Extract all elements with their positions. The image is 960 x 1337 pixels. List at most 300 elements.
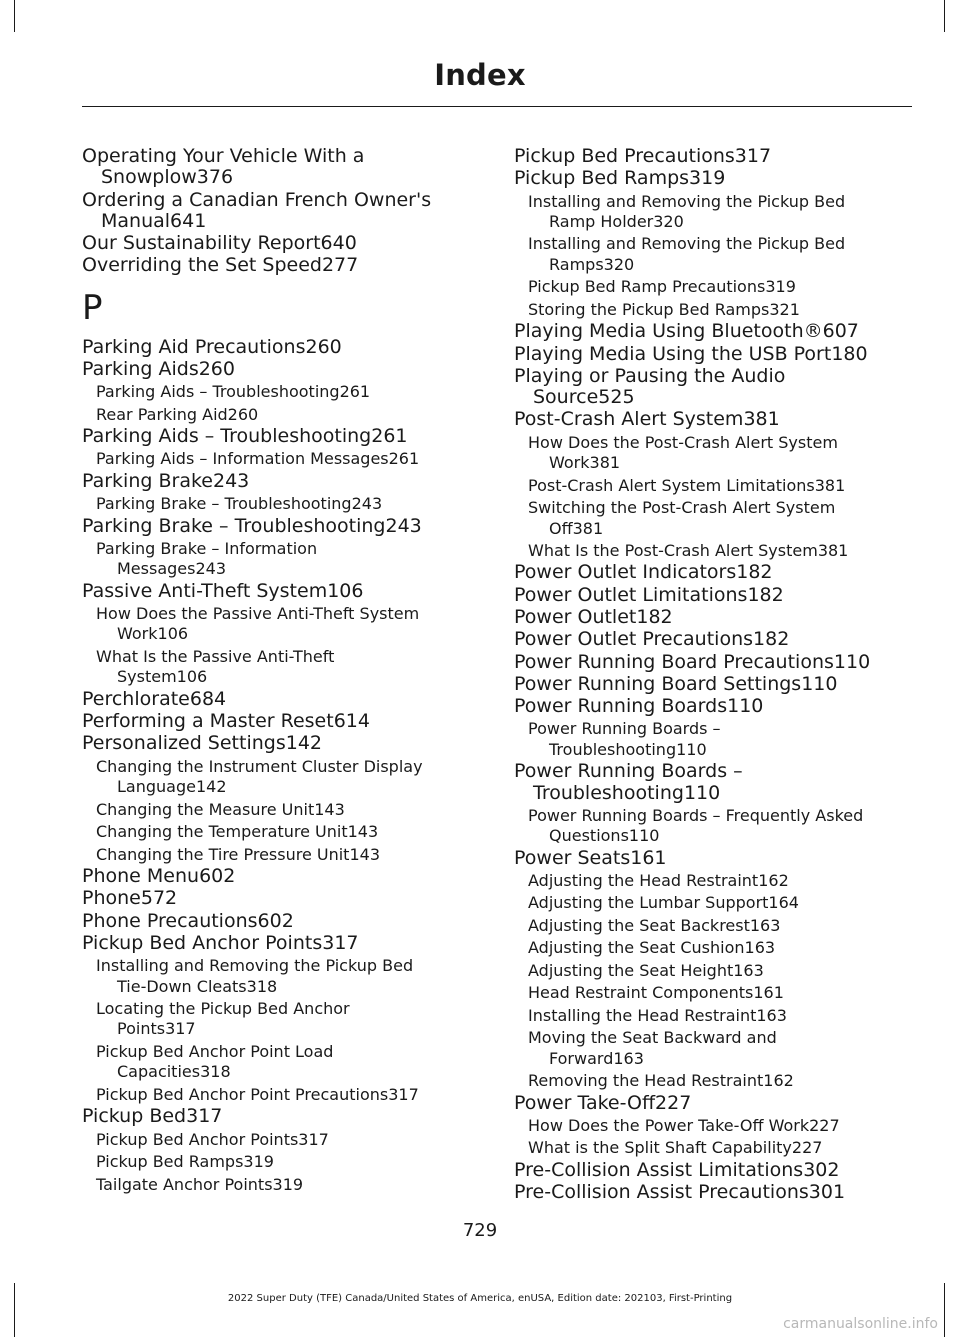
index-subentry — [514, 983, 904, 1003]
entry-page-number: 110 — [801, 672, 838, 695]
entry-text-line: Locating the Pickup Bed Anchor — [96, 999, 350, 1019]
entry-text-line: Operating Your Vehicle With a — [82, 145, 365, 167]
entry-page-number: 163 — [749, 915, 781, 935]
entry-text: Troubleshooting — [549, 739, 677, 759]
entry-page-number: 110 — [833, 650, 871, 673]
entry-line — [514, 168, 904, 189]
index-entry — [82, 190, 472, 233]
index-subentry — [514, 916, 904, 936]
entry-page-number: 317 — [322, 931, 359, 954]
entry-page-number: 602 — [257, 909, 294, 932]
entry-page-number: 260 — [305, 335, 342, 358]
entry-text: Power Seats — [514, 846, 631, 869]
entry-text: Adjusting the Lumbar Support — [528, 893, 769, 913]
entry-page-number: 110 — [727, 695, 764, 718]
entry-line — [514, 1160, 904, 1181]
entry-line — [82, 211, 472, 232]
entry-text-line: Power Running Boards – — [528, 719, 721, 739]
index-subentry — [82, 1175, 472, 1195]
index-entry — [82, 689, 472, 710]
entry-text: Phone — [82, 887, 141, 910]
entry-text: Power Running Boards — [514, 695, 728, 718]
entry-page-number: 142 — [285, 732, 323, 755]
entry-line — [82, 711, 472, 732]
crop-mark-top-right — [944, 0, 945, 32]
entry-text: Power Take-Off — [514, 1091, 656, 1114]
entry-text: Pickup Bed Ramp Precautions — [528, 277, 766, 297]
entry-line — [528, 893, 904, 913]
entry-text-line: Parking Brake – Information — [96, 538, 318, 558]
index-entry — [82, 866, 472, 887]
entry-page-number: 318 — [246, 976, 278, 996]
entry-line — [82, 426, 472, 447]
entry-line — [82, 733, 472, 754]
entry-text: Performing a Master Reset — [82, 710, 334, 733]
entry-text: What Is the Post-Crash Alert System — [528, 541, 818, 561]
index-column-right — [514, 145, 904, 1203]
entry-line — [514, 562, 904, 583]
entry-text: Adjusting the Seat Cushion — [528, 938, 745, 958]
entry-line — [514, 848, 904, 869]
entry-line — [82, 933, 472, 954]
entry-text: Installing the Head Restraint — [528, 1005, 757, 1025]
entry-text-line: Installing and Removing the Pickup Bed — [96, 956, 414, 976]
entry-text: System — [117, 667, 177, 687]
entry-line — [528, 1049, 904, 1069]
index-subentry — [514, 541, 904, 561]
entry-line — [96, 1085, 472, 1105]
entry-text: Snowplow — [101, 166, 197, 189]
index-entry — [514, 409, 904, 430]
entry-text: Source — [533, 386, 599, 409]
index-subentry — [514, 1138, 904, 1158]
entry-page-number: 260 — [227, 404, 259, 424]
entry-text: Post-Crash Alert System Limitations — [528, 475, 815, 495]
entry-text: Parking Aid Precautions — [82, 335, 306, 358]
entry-page-number: 317 — [298, 1129, 329, 1149]
entry-page-number: 261 — [339, 382, 371, 402]
index-entry — [82, 1106, 472, 1127]
entry-text: Phone Precautions — [82, 909, 258, 932]
index-subentry — [514, 192, 904, 233]
index-entry — [82, 911, 472, 932]
entry-text: Pickup Bed Anchor Points — [82, 931, 323, 954]
entry-text: Work — [117, 624, 158, 644]
entry-line — [514, 585, 904, 606]
index-entry — [514, 146, 904, 167]
entry-text: Post-Crash Alert System — [514, 408, 744, 431]
crop-mark-bottom-right — [944, 1283, 945, 1337]
entry-line — [82, 1106, 472, 1127]
entry-page-number: 317 — [165, 1019, 196, 1039]
index-entry — [514, 696, 904, 717]
entry-line — [96, 1175, 472, 1195]
entry-text: Ramps — [549, 254, 604, 274]
entry-page-number: 227 — [655, 1091, 692, 1114]
index-entry — [514, 562, 904, 583]
entry-line — [96, 559, 472, 579]
page-number: 729 — [462, 1220, 498, 1241]
entry-page-number: 182 — [753, 628, 790, 651]
index-subentry — [514, 1071, 904, 1091]
crop-mark-bottom-left — [14, 1283, 15, 1337]
index-entry — [514, 1182, 904, 1203]
entry-line — [528, 983, 904, 1003]
entry-page-number: 142 — [195, 777, 227, 797]
entry-page-number: 164 — [768, 893, 799, 913]
entry-page-number: 381 — [814, 475, 846, 495]
index-subentry — [82, 1042, 472, 1083]
entry-page-number: 641 — [170, 209, 207, 232]
entry-page-number: 243 — [385, 514, 422, 537]
entry-text: Parking Aids – Information Messages — [96, 449, 389, 469]
entry-page-number: 320 — [653, 212, 684, 231]
entry-line — [82, 689, 472, 710]
entry-page-number: 243 — [213, 469, 250, 492]
entry-page-number: 110 — [628, 826, 660, 846]
entry-page-number: 301 — [808, 1181, 846, 1204]
index-subentry — [82, 1085, 472, 1105]
entry-text: Capacities — [117, 1062, 201, 1082]
entry-line — [528, 277, 904, 297]
entry-text: Manual — [101, 209, 171, 232]
entry-line — [514, 321, 904, 342]
entry-line — [96, 667, 472, 687]
entry-text-line: Moving the Seat Backward and — [528, 1028, 777, 1048]
entry-page-number: 381 — [817, 541, 849, 561]
entry-line — [96, 494, 472, 514]
entry-text: Head Restraint Components — [528, 983, 754, 1003]
index-subentry — [514, 1116, 904, 1136]
entry-line — [514, 607, 904, 628]
index-subentry — [82, 405, 472, 425]
entry-page-number: 161 — [630, 846, 667, 869]
entry-text: Changing the Measure Unit — [96, 799, 315, 819]
entry-text: Questions — [549, 826, 629, 846]
entry-text: Passive Anti-Theft System — [82, 579, 328, 602]
entry-page-number: 163 — [756, 1005, 787, 1025]
index-subentry — [82, 956, 472, 997]
entry-text: Tailgate Anchor Points — [96, 1174, 273, 1194]
entry-page-number: 143 — [314, 799, 345, 819]
index-entry — [82, 581, 472, 602]
entry-line — [528, 1138, 904, 1158]
entry-line — [82, 581, 472, 602]
entry-line — [96, 845, 472, 865]
index-subentry — [82, 449, 472, 469]
index-entry — [82, 337, 472, 358]
entry-text: Tie-Down Cleats — [117, 976, 247, 996]
index-subentry — [82, 647, 472, 688]
entry-line — [82, 471, 472, 492]
index-subentry — [514, 893, 904, 913]
entry-line — [528, 541, 904, 561]
entry-text-line: Switching the Post-Crash Alert System — [528, 498, 836, 518]
entry-line — [514, 1182, 904, 1203]
entry-line — [96, 1019, 472, 1039]
index-entry — [514, 585, 904, 606]
entry-page-number: 572 — [140, 887, 178, 910]
entry-text-line: How Does the Passive Anti-Theft System — [96, 604, 420, 623]
entry-text: Off — [549, 518, 573, 538]
entry-line — [96, 822, 472, 842]
entry-line — [82, 233, 472, 254]
entry-line — [528, 740, 904, 760]
entry-line — [528, 1006, 904, 1026]
index-subentry — [82, 757, 472, 798]
index-entry — [514, 652, 904, 673]
entry-page-number: 381 — [572, 518, 604, 538]
index-subentry — [514, 277, 904, 297]
entry-page-number: 319 — [243, 1152, 274, 1172]
entry-text: Parking Brake – Troubleshooting — [96, 494, 352, 514]
entry-line — [82, 911, 472, 932]
entry-line — [514, 629, 904, 650]
entry-text: Power Outlet Limitations — [514, 583, 748, 606]
index-entry — [514, 629, 904, 650]
entry-line — [514, 674, 904, 695]
entry-line — [514, 387, 904, 408]
index-subentry — [514, 719, 904, 760]
index-entry — [514, 674, 904, 695]
index-subentry — [82, 999, 472, 1040]
entry-page-number: 106 — [176, 667, 208, 687]
entry-line — [528, 453, 904, 473]
watermark: carmanualsonline.info — [783, 1316, 938, 1332]
entry-line — [514, 146, 904, 167]
entry-page-number: 319 — [272, 1174, 304, 1194]
entry-page-number: 163 — [733, 960, 764, 980]
entry-page-number: 319 — [689, 167, 726, 190]
entry-text: Forward — [549, 1048, 614, 1068]
index-subentry — [514, 1006, 904, 1026]
entry-text: Adjusting the Seat Backrest — [528, 915, 750, 935]
entry-text: Pickup Bed Ramps — [96, 1152, 244, 1172]
entry-text: Pickup Bed Ramps — [514, 167, 690, 190]
entry-text: Parking Aids – Troubleshooting — [82, 425, 372, 448]
entry-line — [96, 405, 472, 425]
entry-page-number: 317 — [388, 1084, 419, 1104]
entry-text: Pickup Bed — [82, 1105, 187, 1128]
entry-page-number: 110 — [676, 739, 707, 759]
index-entry — [514, 321, 904, 342]
entry-text: Rear Parking Aid — [96, 404, 228, 424]
entry-line — [528, 519, 904, 539]
entry-page-number: 243 — [195, 559, 227, 579]
entry-line — [96, 449, 472, 469]
entry-page-number: 227 — [791, 1138, 823, 1158]
entry-page-number: 243 — [351, 494, 383, 514]
entry-line — [82, 255, 472, 276]
entry-page-number: 525 — [598, 386, 635, 409]
entry-page-number: 260 — [198, 357, 235, 380]
index-subentry — [514, 234, 904, 275]
entry-text: Pickup Bed Anchor Point Precautions — [96, 1084, 389, 1104]
entry-text-line: How Does the Post-Crash Alert System — [528, 432, 838, 452]
entry-text: Storing the Pickup Bed Ramps — [528, 299, 770, 319]
entry-page-number: 381 — [743, 408, 780, 431]
crop-mark-top-left — [14, 0, 15, 32]
index-column-left — [82, 145, 472, 1195]
index-entry — [82, 888, 472, 909]
entry-line — [96, 624, 472, 644]
entry-text: Our Sustainability Report — [82, 232, 321, 255]
entry-text-line: What Is the Passive Anti-Theft — [96, 646, 335, 666]
entry-text: Parking Aids — [82, 357, 199, 380]
index-subentry — [82, 845, 472, 865]
entry-line — [82, 337, 472, 358]
entry-page-number: 320 — [603, 254, 635, 274]
entry-line — [528, 300, 904, 320]
footer-edition-info: 2022 Super Duty (TFE) Canada/United States of America, enUSA, Edition date: 202103, First-Printing — [227, 1293, 733, 1304]
index-subentry — [82, 604, 472, 645]
entry-text: Adjusting the Seat Height — [528, 960, 734, 980]
index-entry — [514, 607, 904, 628]
index-entry — [514, 366, 904, 409]
index-entry — [82, 471, 472, 492]
page-title: Index — [434, 58, 526, 92]
entry-text: Phone Menu — [82, 865, 200, 888]
entry-line — [514, 696, 904, 717]
entry-text: Power Running Board Settings — [514, 672, 802, 695]
entry-text: Power Outlet — [514, 606, 637, 629]
entry-text: Points — [117, 1019, 166, 1039]
entry-line — [96, 382, 472, 402]
entry-text-line: Power Running Boards – — [514, 760, 743, 783]
index-subentry — [514, 806, 904, 847]
entry-text: Personalized Settings — [82, 732, 286, 755]
entry-text-line: Installing and Removing the Pickup Bed — [528, 191, 846, 211]
entry-line — [528, 826, 904, 846]
index-subentry — [82, 382, 472, 402]
entry-text: Language — [117, 777, 196, 797]
entry-text: Parking Aids – Troubleshooting — [96, 382, 340, 402]
entry-line — [96, 977, 472, 997]
entry-page-number: 317 — [186, 1105, 223, 1128]
entry-line — [82, 359, 472, 380]
entry-page-number: 163 — [613, 1048, 644, 1068]
entry-text: Parking Brake – Troubleshooting — [82, 514, 386, 537]
entry-line — [528, 476, 904, 496]
index-entry — [82, 733, 472, 754]
header-divider — [82, 106, 912, 107]
index-subentry — [82, 1130, 472, 1150]
entry-text-line: Ordering a Canadian French Owner's — [82, 188, 432, 211]
index-subentry — [514, 871, 904, 891]
entry-page-number: 106 — [157, 624, 189, 644]
entry-page-number: 321 — [769, 299, 800, 319]
entry-page-number: 106 — [327, 579, 364, 602]
entry-text-line: Power Running Boards – Frequently Asked — [528, 805, 864, 825]
index-entry — [514, 168, 904, 189]
entry-page-number: 182 — [736, 561, 773, 584]
entry-line — [96, 1152, 472, 1172]
entry-line — [514, 783, 904, 804]
entry-text: Playing Media Using Bluetooth® — [514, 320, 823, 343]
entry-line — [514, 652, 904, 673]
entry-text: Pre-Collision Assist Precautions — [514, 1181, 809, 1204]
index-entry — [82, 255, 472, 276]
entry-line — [528, 871, 904, 891]
entry-page-number: 381 — [589, 453, 621, 473]
index-subentry — [514, 961, 904, 981]
entry-page-number: 602 — [199, 865, 236, 888]
entry-page-number: 161 — [753, 983, 784, 1003]
entry-text: Changing the Temperature Unit — [96, 822, 348, 842]
index-entry — [82, 933, 472, 954]
entry-line — [528, 1116, 904, 1136]
entry-line — [528, 1071, 904, 1091]
index-entry — [514, 1160, 904, 1181]
index-entry — [82, 146, 472, 189]
entry-line — [96, 1130, 472, 1150]
index-entry — [82, 711, 472, 732]
entry-page-number: 261 — [371, 425, 408, 448]
entry-text-line: Changing the Instrument Cluster Display — [96, 756, 423, 776]
entry-text: Messages — [117, 559, 196, 579]
entry-page-number: 277 — [321, 254, 359, 277]
entry-text: Pre-Collision Assist Limitations — [514, 1158, 804, 1181]
entry-line — [82, 167, 472, 188]
entry-line — [82, 866, 472, 887]
index-subentry — [82, 822, 472, 842]
index-entry — [514, 344, 904, 365]
entry-text: Playing Media Using the USB Port — [514, 342, 832, 365]
entry-page-number: 318 — [200, 1062, 231, 1082]
index-entry — [82, 516, 472, 537]
index-entry — [82, 426, 472, 447]
entry-text: Removing the Head Restraint — [528, 1071, 764, 1091]
entry-line — [514, 409, 904, 430]
entry-text: Changing the Tire Pressure Unit — [96, 844, 350, 864]
entry-page-number: 143 — [347, 822, 379, 842]
entry-page-number: 317 — [734, 145, 772, 167]
entry-line — [82, 888, 472, 909]
entry-text: Power Outlet Indicators — [514, 561, 737, 584]
entry-text: Work — [549, 453, 590, 473]
entry-page-number: 319 — [765, 277, 796, 297]
entry-text-line: Playing or Pausing the Audio — [514, 364, 786, 387]
entry-page-number: 614 — [333, 710, 370, 733]
entry-line — [528, 255, 904, 275]
entry-text: Troubleshooting — [533, 781, 684, 804]
entry-page-number: 607 — [822, 320, 859, 343]
entry-page-number: 182 — [747, 583, 784, 606]
index-subentry — [514, 476, 904, 496]
entry-page-number: 640 — [320, 232, 357, 255]
index-subentry — [514, 1028, 904, 1069]
entry-page-number: 302 — [803, 1158, 840, 1181]
entry-text-line: Installing and Removing the Pickup Bed — [528, 234, 846, 254]
entry-line — [96, 800, 472, 820]
entry-text: Perchlorate — [82, 687, 190, 710]
section-letter: P — [82, 287, 103, 328]
entry-text: Ramp Holder — [549, 212, 654, 231]
index-entry — [82, 233, 472, 254]
index-subentry — [514, 498, 904, 539]
entry-line — [528, 938, 904, 958]
index-subentry — [82, 800, 472, 820]
entry-line — [528, 916, 904, 936]
entry-line — [528, 212, 904, 232]
index-subentry — [514, 433, 904, 474]
entry-text-line: Pickup Bed Anchor Point Load — [96, 1041, 334, 1061]
entry-page-number: 261 — [388, 449, 420, 469]
entry-line — [96, 1062, 472, 1082]
entry-line — [514, 1093, 904, 1114]
entry-page-number: 180 — [831, 342, 868, 365]
entry-page-number: 162 — [763, 1071, 794, 1091]
